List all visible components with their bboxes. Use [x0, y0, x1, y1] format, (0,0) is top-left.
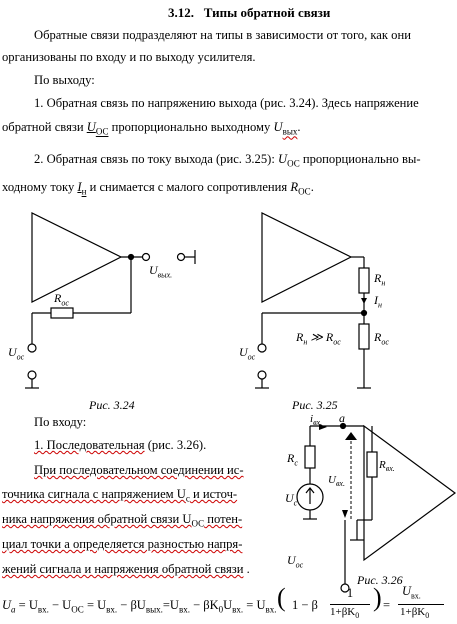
fig25-roc-label: $R_{ос}$ — [374, 330, 389, 347]
body-line-3: ника напряжения обратной связи $U_{ОС}$ потен- — [2, 512, 243, 529]
fig24-uvyx-label: $U_{вых.}$ — [149, 263, 173, 280]
fig26-ivx-label: $i_{вх.}$ — [310, 413, 323, 428]
section-title-text: Типы обратной связи — [203, 5, 331, 20]
item2-line-1: 2. Обратная связь по току выхода (рис. 3.25): $U_{ОС}$ пропорционально вы- — [34, 152, 421, 169]
fig25-rn-label: $R_н$ — [374, 271, 386, 288]
fig24-amplifier — [32, 213, 121, 302]
series-item: 1. Последовательная (рис. 3.26). — [34, 438, 207, 452]
formula-frac2-bar — [398, 604, 444, 605]
fig25-in-label: $I_н$ — [374, 293, 382, 310]
formula-frac1-num: 1 — [346, 586, 354, 600]
fig26-uoc-label: $U_{ос}$ — [287, 553, 304, 570]
fig24-roc-resistor — [51, 308, 73, 318]
fig26-rc-resistor — [305, 446, 315, 468]
fig24-input-terminal — [28, 344, 36, 352]
body-line-5: жений сигнала и напряжения обратной связи . — [2, 562, 250, 576]
fig24-output-terminal — [143, 254, 150, 261]
fig26-rvx-label: $R_{вх.}$ — [379, 459, 395, 474]
fig26-rc-label: $R_с$ — [287, 451, 298, 468]
fig26-rvx-resistor — [367, 452, 377, 477]
formula-eq: = — [383, 598, 391, 612]
item1-line-2: обратной связи $U_{ОС}$ пропорционально выходному $U_{вых}$. — [2, 120, 301, 137]
item2-line-2: ходному току $I_н$ и снимается с малого сопротивления $R_{ОС}$. — [2, 180, 314, 197]
fig25-relation: $R_н$ ≫ $R_{ос}$ — [296, 330, 341, 347]
fig26-amplifier — [364, 426, 455, 560]
item1-line-1: 1. Обратная связь по напряжению выхода (рис. 3.24). Здесь напряжение — [34, 96, 419, 110]
body-line-1: При последовательном соединении ис- — [34, 463, 244, 477]
formula-one: 1 − β — [292, 598, 318, 612]
formula-frac1-bar — [330, 604, 370, 605]
fig25-caption: Рис. 3.25 — [292, 398, 338, 412]
formula-frac2-den: $1+\beta K_0$ — [400, 606, 430, 621]
fig25-roc-resistor — [359, 324, 369, 349]
body-line-4: циал точки a определяется разностью напря- — [2, 537, 243, 551]
fig26-caption: Рис. 3.26 — [357, 573, 403, 587]
fig26-uvx-label: $U_{вх.}$ — [328, 474, 345, 489]
formula-paren-left: ( — [277, 583, 286, 612]
by-output-heading: По выходу: — [34, 73, 95, 87]
intro-line-2: организованы по входу и по выходу усилителя. — [2, 50, 256, 64]
fig25-uoc-label: $U_{ос}$ — [239, 345, 256, 362]
intro-line-1: Обратные связи подразделяют на типы в зависимости от того, как они — [34, 28, 411, 42]
fig25-amplifier — [262, 213, 351, 302]
body-line-2: точника сигнала с напряжением $U_с$ и источ- — [2, 487, 238, 504]
fig25-input-terminal — [258, 344, 266, 352]
fig26-point-a: a — [339, 411, 345, 425]
formula-frac1-den: $1+\beta K_0$ — [330, 606, 360, 621]
fig24-uoc-label: $U_{ос}$ — [8, 345, 25, 362]
fig24-caption: Рис. 3.24 — [89, 398, 135, 412]
fig26-uc-label: $U_с$ — [285, 491, 298, 508]
by-input-heading: По входу: — [34, 415, 87, 429]
formula-frac2-num: $U_{вх.}$ — [402, 584, 421, 601]
formula-paren-right: ) — [373, 583, 382, 612]
formula: $U_a = U_{вх.} - U_{ОС} = U_{вх.} - \beta U_{вых.}=U_{вх.} - \beta K_0U_{вх.} = U_{вх.}$ — [2, 598, 277, 615]
fig24-roc-label: $R_{ос}$ — [54, 291, 69, 308]
section-number: 3.12. — [168, 5, 194, 20]
fig25-rn-resistor — [359, 268, 369, 293]
